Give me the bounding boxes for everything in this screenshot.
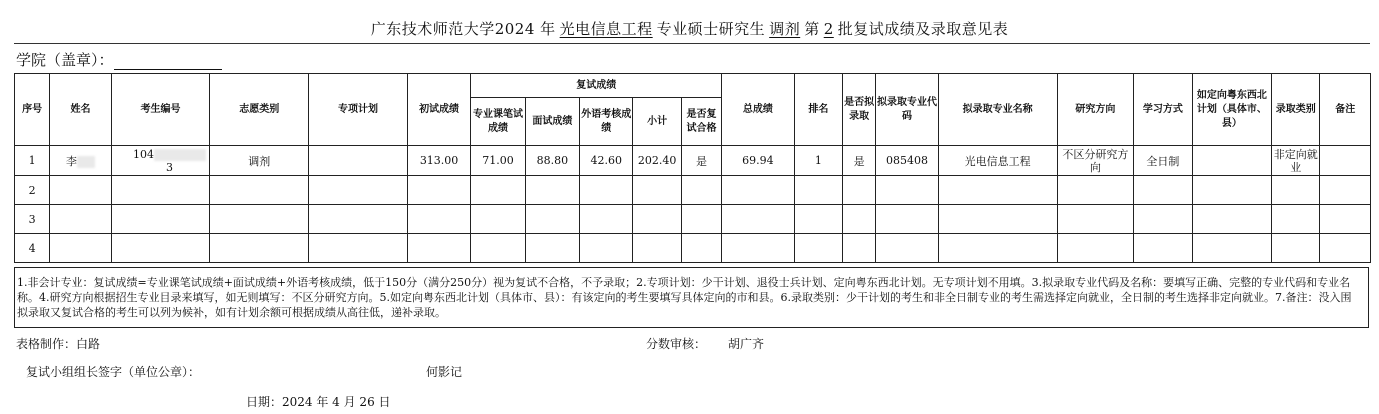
header-exam-no: 考生编号 xyxy=(111,74,210,146)
table-row xyxy=(15,205,1371,234)
header-major-code: 拟录取专业代码 xyxy=(876,74,938,146)
table-row xyxy=(15,234,1371,263)
redaction-mask xyxy=(77,156,95,168)
cell-admit-category: 非定向就业 xyxy=(1272,146,1320,176)
cell-major-name: 光电信息工程 xyxy=(938,146,1057,176)
cell-name-visible: 李 xyxy=(65,154,77,168)
header-special-plan: 专项计划 xyxy=(309,74,408,146)
cell-subtotal: 202.40 xyxy=(633,146,681,176)
table-maker xyxy=(16,335,100,352)
header-retest-group: 复试成绩 xyxy=(471,74,722,98)
title-type: 调剂 xyxy=(769,20,801,38)
cell-seq: 1 xyxy=(15,146,50,176)
title-prefix: 广东技术师范大学2024 年 xyxy=(370,20,556,38)
cell-major-code: 085408 xyxy=(876,146,938,176)
cell-rank: 1 xyxy=(794,146,842,176)
header-subtotal: 小计 xyxy=(633,98,681,146)
title-batch-pre: 第 xyxy=(804,20,820,38)
score-review xyxy=(646,335,764,352)
leader-sign-label: 复试小组组长签字（单位公章）： xyxy=(26,365,201,379)
header-admit-category: 录取类别 xyxy=(1272,74,1320,146)
cell-plan-admit: 是 xyxy=(843,146,876,176)
table-maker-label: 表格制作： xyxy=(16,337,77,351)
header-volunteer-type: 志愿类别 xyxy=(210,74,309,146)
header-major-name: 拟录取专业名称 xyxy=(938,74,1057,146)
cell-name xyxy=(50,146,111,176)
header-interview: 面试成绩 xyxy=(525,98,579,146)
cell-total: 69.94 xyxy=(722,146,795,176)
cell-foreign-lang: 42.60 xyxy=(580,146,633,176)
college-blank xyxy=(114,55,222,70)
results-table xyxy=(14,73,1371,263)
title-batch: 2 xyxy=(823,20,834,38)
cell-study-mode: 全日制 xyxy=(1134,146,1192,176)
redaction-mask xyxy=(154,149,206,161)
header-study-mode: 学习方式 xyxy=(1134,74,1192,146)
header-remarks: 备注 xyxy=(1320,74,1371,146)
header-total: 总成绩 xyxy=(722,74,795,146)
cell-exam-no-suffix: 3 xyxy=(166,160,174,174)
title-rule xyxy=(14,43,1370,44)
header-directional-plan: 如定向粤东西北计划（具体市、县） xyxy=(1192,74,1272,146)
cell-directional-plan xyxy=(1192,146,1272,176)
cell-remarks xyxy=(1320,146,1371,176)
notes-box: 1.非会计专业：复试成绩=专业课笔试成绩+面试成绩+外语考核成绩，低于150分（满分250分）视为复试不合格，不予录取；2.专项计划：少干计划、退役士兵计划、定向粤东西北计划。无专项计划不用填。3.拟录取专业代码及名称：要填写正确、完整的专业代码和专业名称。4.研究方向根据招生专业目录来填写，如无则填写：不区分研究方向。5.如定向粤东西北计划（具体市、县）：有该定向的考生要填写具体定向的市和县。6.录取类别：少干计划的考生和非全日制专业的考生需选择定向就业，全日制的考生选择非定向就业。7.备注：没入围拟录取又复试合格的考生可以列为候补，如有计划余额可根据成绩从高往低，递补录取。 xyxy=(14,267,1369,328)
header-pro-written: 专业课笔试成绩 xyxy=(471,98,525,146)
cell-seq: 2 xyxy=(15,176,50,205)
college-label: 学院（盖章）： xyxy=(16,51,114,69)
cell-seq: 4 xyxy=(15,234,50,263)
cell-seq: 3 xyxy=(15,205,50,234)
table-row xyxy=(15,146,1371,176)
score-reviewer-name: 胡广齐 xyxy=(728,337,765,351)
leader-name: 何影记 xyxy=(426,365,463,379)
cell-special-plan xyxy=(309,146,408,176)
cell-volunteer-type: 调剂 xyxy=(210,146,309,176)
cell-retest-pass: 是 xyxy=(681,146,721,176)
cell-exam-no-prefix: 104 xyxy=(133,147,155,161)
header-seq: 序号 xyxy=(15,74,50,146)
cell-pro-written: 71.00 xyxy=(471,146,525,176)
college-stamp-line xyxy=(16,49,222,70)
header-foreign-lang: 外语考核成绩 xyxy=(580,98,633,146)
title-mid: 专业硕士研究生 xyxy=(656,20,766,38)
sign-date: 日期：2024 年 4 月 26 日 xyxy=(246,395,391,409)
header-rank: 排名 xyxy=(794,74,842,146)
cell-interview: 88.80 xyxy=(525,146,579,176)
header-initial-score: 初试成绩 xyxy=(407,74,470,146)
score-review-label: 分数审核： xyxy=(646,337,707,351)
table-maker-name: 白路 xyxy=(76,337,101,351)
cell-exam-no xyxy=(111,146,210,176)
header-name: 姓名 xyxy=(50,74,111,146)
table-row xyxy=(15,176,1371,205)
header-plan-admit: 是否拟录取 xyxy=(843,74,876,146)
header-direction: 研究方向 xyxy=(1057,74,1134,146)
title-major: 光电信息工程 xyxy=(559,20,653,38)
cell-direction: 不区分研究方向 xyxy=(1057,146,1134,176)
header-retest-pass: 是否复试合格 xyxy=(681,98,721,146)
page-title xyxy=(0,18,1379,39)
cell-initial-score: 313.00 xyxy=(407,146,470,176)
title-suffix: 批复试成绩及录取意见表 xyxy=(837,20,1009,38)
